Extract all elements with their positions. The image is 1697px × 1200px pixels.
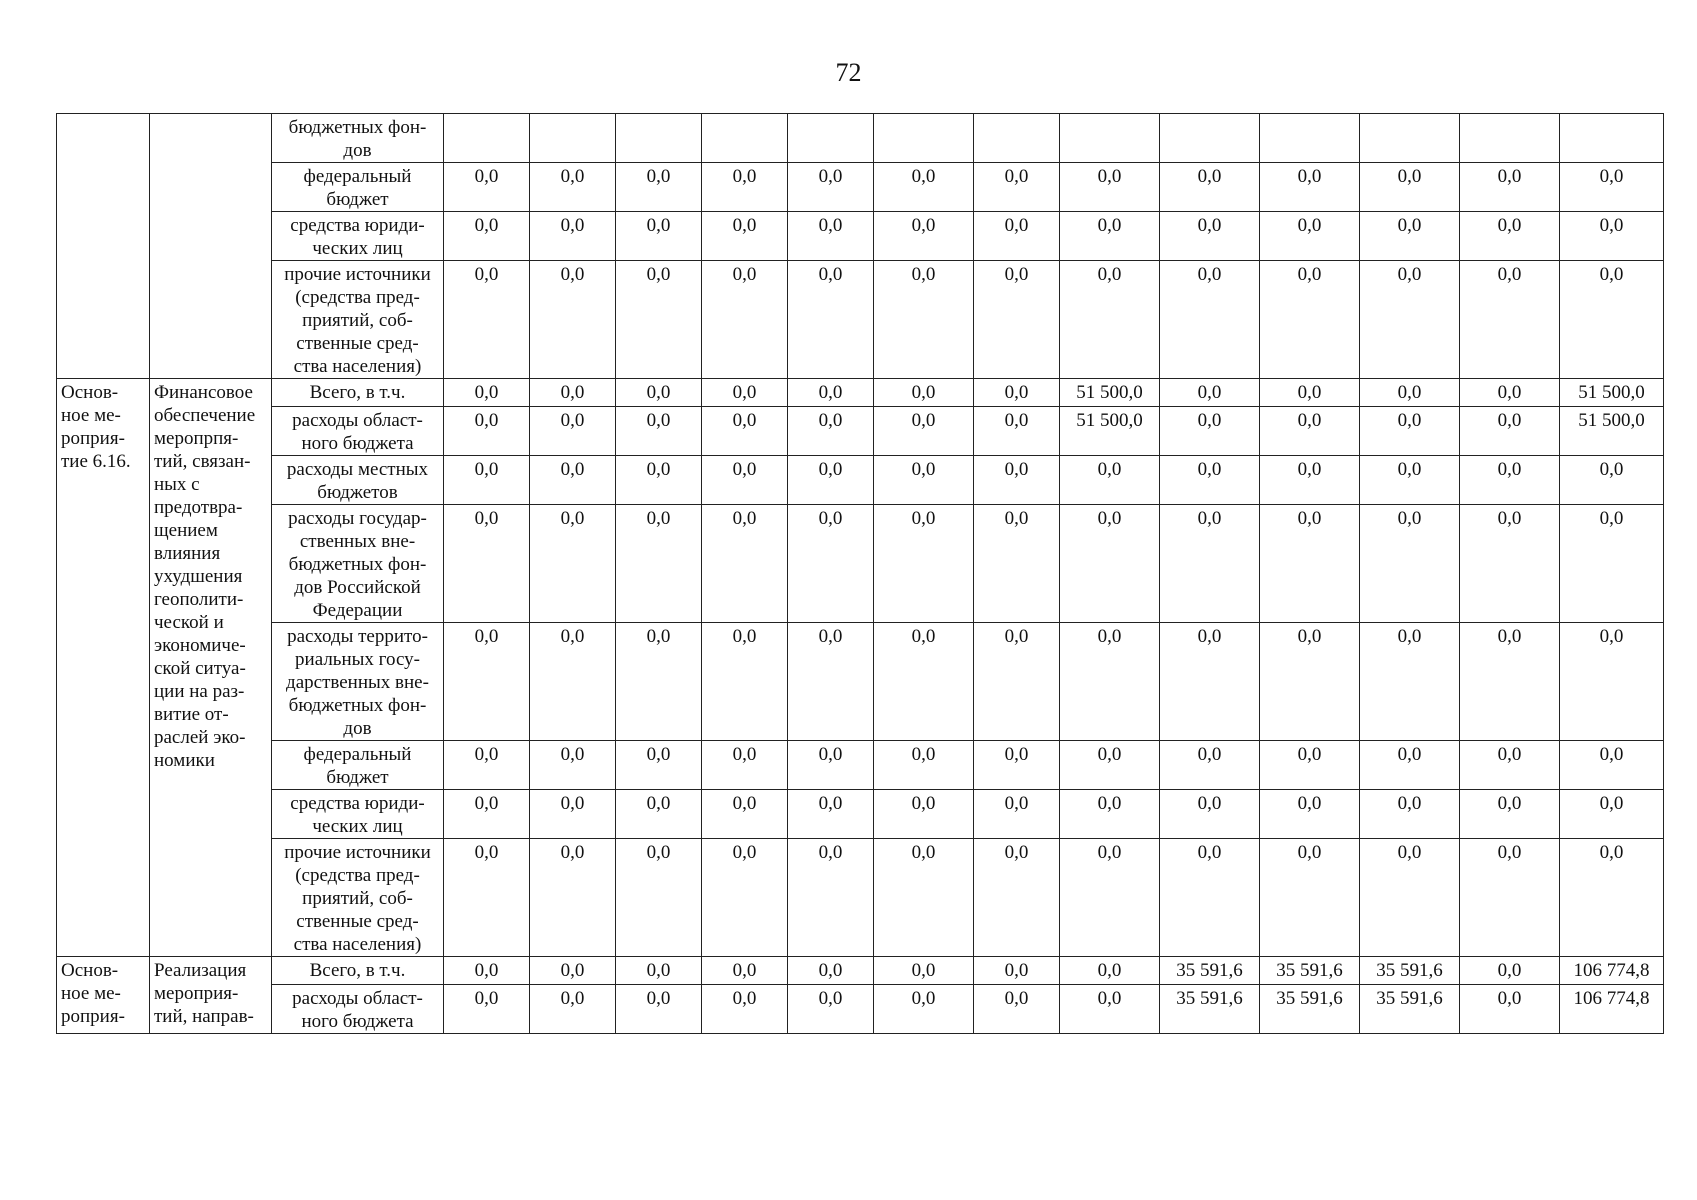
amount-cell: 0,0 [788, 505, 874, 623]
amount-cell: 0,0 [974, 212, 1060, 261]
amount-cell [874, 114, 974, 163]
amount-cell: 0,0 [616, 985, 702, 1034]
amount-cell: 0,0 [444, 957, 530, 985]
amount-cell: 0,0 [1560, 741, 1664, 790]
amount-cell [1260, 114, 1360, 163]
amount-cell: 0,0 [444, 212, 530, 261]
amount-cell: 0,0 [1360, 261, 1460, 379]
amount-cell: 0,0 [702, 163, 788, 212]
table-row [57, 261, 1664, 379]
amount-cell: 35 591,6 [1160, 957, 1260, 985]
funding-source-cell: федеральный бюджет [272, 741, 444, 790]
funding-source-cell: расходы государ- ственных вне- бюджетных фон- дов Российской Федерации [272, 505, 444, 623]
amount-cell: 0,0 [874, 379, 974, 407]
amount-cell: 0,0 [1360, 741, 1460, 790]
amount-cell: 0,0 [616, 261, 702, 379]
amount-cell: 0,0 [1460, 163, 1560, 212]
amount-cell: 0,0 [1460, 212, 1560, 261]
amount-cell: 0,0 [974, 379, 1060, 407]
funding-source-cell: бюджетных фон- дов [272, 114, 444, 163]
amount-cell: 0,0 [1060, 163, 1160, 212]
amount-cell: 0,0 [974, 505, 1060, 623]
budget-table [56, 113, 1664, 1034]
amount-cell: 0,0 [1360, 456, 1460, 505]
amount-cell: 0,0 [616, 623, 702, 741]
amount-cell: 0,0 [444, 741, 530, 790]
amount-cell: 0,0 [616, 839, 702, 957]
amount-cell: 0,0 [530, 985, 616, 1034]
amount-cell: 0,0 [1460, 379, 1560, 407]
amount-cell: 0,0 [530, 839, 616, 957]
amount-cell: 0,0 [1060, 957, 1160, 985]
amount-cell: 35 591,6 [1360, 985, 1460, 1034]
amount-cell: 0,0 [788, 623, 874, 741]
amount-cell: 0,0 [1360, 505, 1460, 623]
funding-source-cell: средства юриди- ческих лиц [272, 212, 444, 261]
amount-cell: 51 500,0 [1060, 379, 1160, 407]
funding-source-cell: расходы террито- риальных госу- дарственных вне- бюджетных фон- дов [272, 623, 444, 741]
table-row [57, 212, 1664, 261]
amount-cell: 0,0 [874, 985, 974, 1034]
amount-cell: 0,0 [444, 407, 530, 456]
amount-cell [1460, 114, 1560, 163]
amount-cell: 0,0 [1360, 790, 1460, 839]
amount-cell: 0,0 [974, 456, 1060, 505]
amount-cell: 0,0 [1160, 623, 1260, 741]
amount-cell: 0,0 [974, 261, 1060, 379]
amount-cell: 0,0 [1060, 261, 1160, 379]
funding-source-cell: прочие источники (средства пред- приятий, соб- ственные сред- ства населения) [272, 261, 444, 379]
amount-cell: 0,0 [1560, 839, 1664, 957]
amount-cell: 0,0 [1560, 456, 1664, 505]
amount-cell: 0,0 [874, 212, 974, 261]
amount-cell: 0,0 [1360, 839, 1460, 957]
amount-cell: 0,0 [874, 407, 974, 456]
amount-cell: 0,0 [1060, 505, 1160, 623]
amount-cell: 0,0 [1160, 261, 1260, 379]
amount-cell: 106 774,8 [1560, 957, 1664, 985]
amount-cell: 0,0 [874, 957, 974, 985]
table-row [57, 456, 1664, 505]
amount-cell: 0,0 [444, 839, 530, 957]
measure-code-cell: Основ- ное ме- роприя- тие 6.16. [57, 379, 150, 957]
amount-cell: 0,0 [788, 379, 874, 407]
amount-cell: 0,0 [702, 407, 788, 456]
amount-cell: 0,0 [702, 839, 788, 957]
funding-source-cell: расходы област- ного бюджета [272, 985, 444, 1034]
amount-cell: 35 591,6 [1360, 957, 1460, 985]
amount-cell: 0,0 [788, 957, 874, 985]
amount-cell: 0,0 [974, 957, 1060, 985]
table-row [57, 741, 1664, 790]
amount-cell: 0,0 [974, 985, 1060, 1034]
amount-cell: 0,0 [874, 505, 974, 623]
amount-cell: 0,0 [1460, 839, 1560, 957]
amount-cell: 0,0 [1260, 212, 1360, 261]
amount-cell: 0,0 [616, 407, 702, 456]
amount-cell: 0,0 [702, 379, 788, 407]
amount-cell: 0,0 [1560, 212, 1664, 261]
amount-cell: 0,0 [788, 985, 874, 1034]
amount-cell: 0,0 [1260, 505, 1360, 623]
amount-cell: 0,0 [444, 505, 530, 623]
amount-cell: 0,0 [1360, 212, 1460, 261]
amount-cell: 0,0 [874, 456, 974, 505]
amount-cell: 0,0 [530, 261, 616, 379]
table-row [57, 505, 1664, 623]
amount-cell: 0,0 [530, 212, 616, 261]
amount-cell: 0,0 [530, 456, 616, 505]
funding-source-cell: прочие источники (средства пред- приятий, соб- ственные сред- ства населения) [272, 839, 444, 957]
amount-cell: 106 774,8 [1560, 985, 1664, 1034]
amount-cell: 0,0 [1160, 212, 1260, 261]
amount-cell: 0,0 [1360, 407, 1460, 456]
amount-cell: 0,0 [1160, 407, 1260, 456]
amount-cell: 0,0 [530, 957, 616, 985]
amount-cell: 0,0 [1160, 456, 1260, 505]
funding-source-cell: средства юриди- ческих лиц [272, 790, 444, 839]
amount-cell: 0,0 [616, 212, 702, 261]
amount-cell: 0,0 [1160, 505, 1260, 623]
amount-cell: 0,0 [874, 623, 974, 741]
amount-cell: 0,0 [1560, 261, 1664, 379]
amount-cell: 0,0 [1260, 163, 1360, 212]
amount-cell: 0,0 [788, 261, 874, 379]
funding-source-cell: федеральный бюджет [272, 163, 444, 212]
amount-cell: 0,0 [1160, 741, 1260, 790]
table-row [57, 623, 1664, 741]
amount-cell: 0,0 [530, 790, 616, 839]
amount-cell: 0,0 [874, 261, 974, 379]
amount-cell: 0,0 [974, 839, 1060, 957]
amount-cell: 0,0 [702, 741, 788, 790]
amount-cell: 0,0 [702, 623, 788, 741]
amount-cell: 0,0 [1460, 623, 1560, 741]
amount-cell: 35 591,6 [1260, 957, 1360, 985]
amount-cell [974, 114, 1060, 163]
amount-cell: 0,0 [702, 505, 788, 623]
amount-cell: 0,0 [616, 741, 702, 790]
amount-cell: 0,0 [616, 957, 702, 985]
amount-cell: 0,0 [530, 623, 616, 741]
amount-cell: 0,0 [1460, 456, 1560, 505]
amount-cell: 0,0 [444, 379, 530, 407]
amount-cell: 0,0 [702, 212, 788, 261]
amount-cell: 0,0 [444, 163, 530, 212]
amount-cell: 0,0 [1260, 456, 1360, 505]
amount-cell: 0,0 [616, 790, 702, 839]
amount-cell: 0,0 [1460, 505, 1560, 623]
amount-cell [1560, 114, 1664, 163]
amount-cell [1360, 114, 1460, 163]
table-row [57, 379, 1664, 407]
amount-cell: 0,0 [874, 741, 974, 790]
amount-cell: 0,0 [1160, 379, 1260, 407]
amount-cell: 0,0 [1060, 456, 1160, 505]
amount-cell: 0,0 [1360, 623, 1460, 741]
amount-cell: 0,0 [1060, 741, 1160, 790]
amount-cell: 35 591,6 [1260, 985, 1360, 1034]
amount-cell: 0,0 [702, 957, 788, 985]
amount-cell: 0,0 [444, 456, 530, 505]
amount-cell: 0,0 [874, 790, 974, 839]
amount-cell: 0,0 [1260, 839, 1360, 957]
amount-cell [1160, 114, 1260, 163]
amount-cell: 0,0 [530, 741, 616, 790]
amount-cell: 0,0 [788, 839, 874, 957]
amount-cell: 0,0 [788, 407, 874, 456]
amount-cell: 0,0 [1060, 839, 1160, 957]
amount-cell: 0,0 [1460, 790, 1560, 839]
amount-cell: 0,0 [974, 790, 1060, 839]
amount-cell [788, 114, 874, 163]
amount-cell: 0,0 [1560, 163, 1664, 212]
measure-code-cell: Основ- ное ме- роприя- [57, 957, 150, 1034]
amount-cell: 0,0 [616, 379, 702, 407]
measure-title-cell [150, 114, 272, 379]
amount-cell: 0,0 [788, 212, 874, 261]
amount-cell: 0,0 [444, 261, 530, 379]
table-row [57, 957, 1664, 985]
amount-cell: 0,0 [1060, 985, 1160, 1034]
amount-cell: 0,0 [1460, 741, 1560, 790]
amount-cell: 0,0 [1160, 163, 1260, 212]
funding-source-cell: Всего, в т.ч. [272, 379, 444, 407]
amount-cell: 0,0 [1160, 790, 1260, 839]
amount-cell [702, 114, 788, 163]
measure-title-cell: Реализация мероприя- тий, направ- [150, 957, 272, 1034]
amount-cell [616, 114, 702, 163]
funding-source-cell: расходы местных бюджетов [272, 456, 444, 505]
amount-cell: 0,0 [530, 163, 616, 212]
amount-cell: 0,0 [974, 407, 1060, 456]
amount-cell: 0,0 [702, 456, 788, 505]
amount-cell: 0,0 [788, 163, 874, 212]
amount-cell: 0,0 [1060, 623, 1160, 741]
amount-cell: 35 591,6 [1160, 985, 1260, 1034]
amount-cell: 0,0 [1560, 790, 1664, 839]
amount-cell: 0,0 [616, 456, 702, 505]
amount-cell: 0,0 [788, 741, 874, 790]
table-row [57, 985, 1664, 1034]
amount-cell: 0,0 [702, 790, 788, 839]
amount-cell [444, 114, 530, 163]
amount-cell: 0,0 [702, 985, 788, 1034]
amount-cell: 0,0 [530, 505, 616, 623]
amount-cell: 0,0 [1160, 839, 1260, 957]
amount-cell: 0,0 [788, 790, 874, 839]
amount-cell: 0,0 [974, 741, 1060, 790]
amount-cell: 0,0 [874, 839, 974, 957]
table-row [57, 163, 1664, 212]
amount-cell: 0,0 [1060, 212, 1160, 261]
page-number: 72 [835, 58, 862, 87]
amount-cell: 0,0 [788, 456, 874, 505]
amount-cell: 0,0 [974, 623, 1060, 741]
table-row [57, 407, 1664, 456]
amount-cell: 0,0 [1460, 957, 1560, 985]
amount-cell: 0,0 [1560, 505, 1664, 623]
amount-cell: 51 500,0 [1060, 407, 1160, 456]
amount-cell: 0,0 [616, 505, 702, 623]
amount-cell: 0,0 [1460, 985, 1560, 1034]
amount-cell: 0,0 [1260, 379, 1360, 407]
amount-cell: 0,0 [444, 985, 530, 1034]
amount-cell: 0,0 [702, 261, 788, 379]
amount-cell: 51 500,0 [1560, 407, 1664, 456]
table-row [57, 114, 1664, 163]
amount-cell: 0,0 [616, 163, 702, 212]
amount-cell: 51 500,0 [1560, 379, 1664, 407]
amount-cell: 0,0 [530, 407, 616, 456]
measure-title-cell: Финансовое обеспечение меропрпя- тий, связан- ных с предотвра- щением влияния ухудшения геополити- ческой и экономиче- ской ситуа- ции на раз- витие от- раслей эко- номики [150, 379, 272, 957]
table-row [57, 839, 1664, 957]
amount-cell: 0,0 [1460, 407, 1560, 456]
amount-cell [530, 114, 616, 163]
amount-cell: 0,0 [444, 623, 530, 741]
measure-code-cell [57, 114, 150, 379]
amount-cell [1060, 114, 1160, 163]
amount-cell: 0,0 [1260, 261, 1360, 379]
amount-cell: 0,0 [1560, 623, 1664, 741]
table-row [57, 790, 1664, 839]
funding-source-cell: расходы област- ного бюджета [272, 407, 444, 456]
amount-cell: 0,0 [1060, 790, 1160, 839]
amount-cell: 0,0 [1260, 790, 1360, 839]
amount-cell: 0,0 [1360, 163, 1460, 212]
amount-cell: 0,0 [874, 163, 974, 212]
amount-cell: 0,0 [1260, 407, 1360, 456]
amount-cell: 0,0 [530, 379, 616, 407]
amount-cell: 0,0 [1260, 623, 1360, 741]
amount-cell: 0,0 [1460, 261, 1560, 379]
amount-cell: 0,0 [974, 163, 1060, 212]
amount-cell: 0,0 [1360, 379, 1460, 407]
funding-source-cell: Всего, в т.ч. [272, 957, 444, 985]
amount-cell: 0,0 [444, 790, 530, 839]
amount-cell: 0,0 [1260, 741, 1360, 790]
